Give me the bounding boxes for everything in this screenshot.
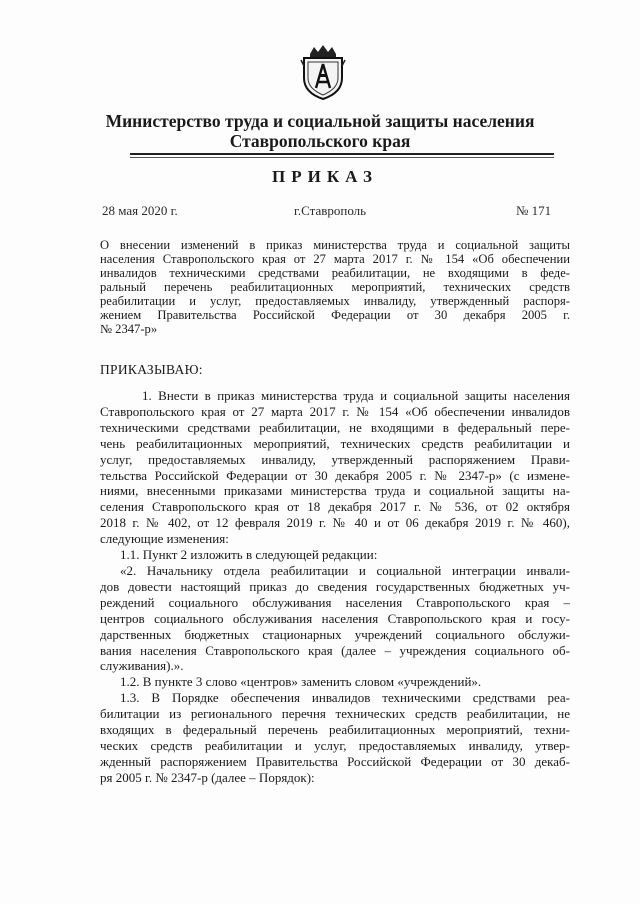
header-divider bbox=[130, 153, 554, 155]
subject-line: ральный перечень реабилитационных мероприятий, технических средств bbox=[100, 280, 570, 294]
body-line: ческих средств реабилитации и услуг, предоставляемых инвалиду, утвер- bbox=[100, 737, 570, 753]
body-line: ря 2005 г. № 2347-р (далее – Порядок): bbox=[100, 769, 315, 785]
body-line: Ставропольского края от 27 марта 2017 г. № 154 «Об обеспечении инвалидов bbox=[100, 403, 570, 419]
ministry-name-line2: Ставропольского края bbox=[229, 131, 411, 151]
body-line: служивания).». bbox=[100, 658, 184, 674]
order-date: 28 мая 2020 г. bbox=[102, 203, 178, 218]
body-line: вания населения Ставропольского края (далее – учреждения социального об- bbox=[100, 642, 570, 658]
body-line: 1. Внести в приказ министерства труда и социальной защиты населения bbox=[142, 388, 570, 403]
body-line: 2018 г. № 402, от 12 февраля 2019 г. № 40 и от 06 декабря 2019 г. № 460), bbox=[100, 515, 570, 531]
subject-line: инвалидов техническими средствами реабилитации, не входящими в феде- bbox=[100, 266, 570, 280]
subject-line: О внесении изменений в приказ министерства труда и социальной защиты bbox=[100, 238, 570, 252]
body-line: дов довести настоящий приказ до сведения государственных бюджетных уч- bbox=[100, 578, 570, 594]
body-line: реждений социального обслуживания населения Ставропольского края – bbox=[100, 594, 570, 610]
subject-line: реабилитации и услуг, предоставляемых инвалиду, утвержденный распоря- bbox=[100, 294, 570, 308]
body-line: билитации из регионального перечня технических средств реабилитации, не bbox=[100, 706, 570, 722]
body-line: техническими средствами реабилитации, не входящими в федеральный пере- bbox=[100, 419, 570, 435]
body-line: входящих в федеральный перечень реабилитационных мероприятий, техни- bbox=[100, 722, 570, 738]
header-divider-thin bbox=[130, 157, 554, 158]
body-line: дарственных бюджетных стационарных учреждений социального обслужи- bbox=[100, 626, 570, 642]
body-line: ниями, внесенными приказами министерства труда и социальной защиты на- bbox=[100, 483, 570, 499]
body-line: центров социального обслуживания населения Ставропольского края и госу- bbox=[100, 610, 570, 626]
body-line: 1.3. В Порядке обеспечения инвалидов техническими средствами реа- bbox=[120, 690, 570, 706]
stavropol-coat-of-arms-icon bbox=[298, 44, 348, 100]
body-line: «2. Начальнику отдела реабилитации и социальной интеграции инвали- bbox=[120, 562, 570, 578]
body-line: чень реабилитационных мероприятий, технических средств реабилитации и bbox=[100, 435, 570, 451]
order-subject bbox=[100, 238, 570, 336]
body-line: селения Ставропольского края от 18 декабря 2017 г. № 536, от 02 октября bbox=[100, 499, 570, 515]
body-line: 1.1. Пункт 2 изложить в следующей редакции: bbox=[120, 547, 378, 563]
body-line: следующие изменения: bbox=[100, 531, 229, 547]
subject-line: жением Правительства Российской Федерации от 30 декабря 2005 г. bbox=[100, 308, 570, 322]
order-city: г.Ставрополь bbox=[294, 203, 367, 218]
subject-line: № 2347-р» bbox=[100, 322, 158, 336]
body-line: жденный распоряжением Правительства Российской Федерации от 30 декаб- bbox=[100, 753, 570, 769]
order-body bbox=[100, 388, 570, 786]
body-line: тельства Российской Федерации от 30 декабря 2005 г. № 2347-р» (с измене- bbox=[100, 467, 570, 483]
body-line: 1.2. В пункте 3 слово «центров» заменить словом «учреждений». bbox=[120, 674, 482, 690]
directive-heading: ПРИКАЗЫВАЮ: bbox=[100, 362, 203, 377]
ministry-name-line1: Министерство труда и социальной защиты населения bbox=[105, 111, 535, 131]
subject-line: населения Ставропольского края от 27 марта 2017 г. № 154 «Об обеспечении bbox=[100, 252, 570, 266]
document-title: ПРИКАЗ bbox=[272, 167, 378, 186]
order-number: № 171 bbox=[516, 203, 552, 218]
body-line: услуг, предоставляемых инвалиду, утвержденный распоряжением Прави- bbox=[100, 451, 570, 467]
